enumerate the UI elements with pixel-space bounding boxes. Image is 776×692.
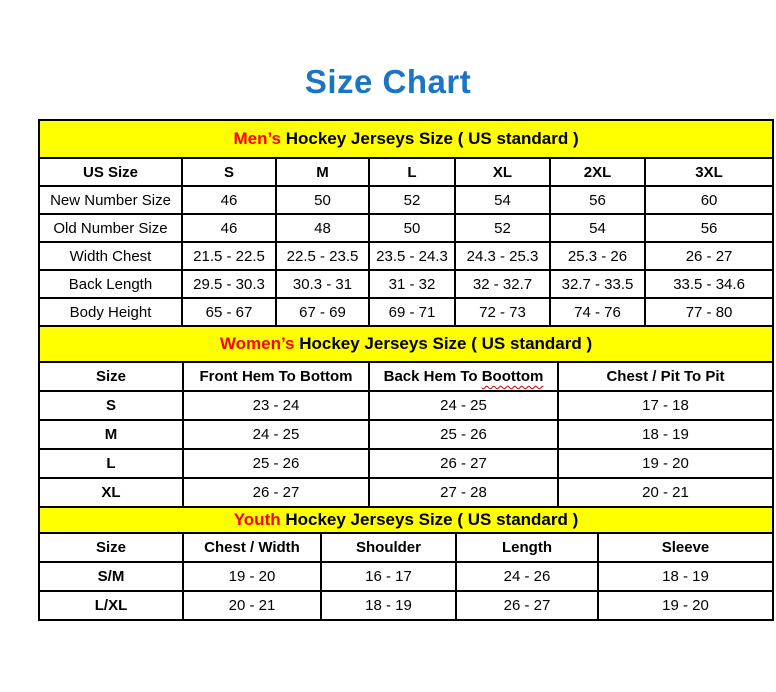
mens-title-highlight: Men’s (233, 129, 281, 148)
column-header: M (276, 158, 369, 186)
size-cell: 24 - 26 (456, 562, 598, 591)
page-title: Size Chart (304, 63, 472, 100)
size-cell: 19 - 20 (558, 449, 773, 478)
size-cell: 56 (645, 214, 773, 242)
size-cell: 26 - 27 (645, 242, 773, 270)
size-cell: 25 - 26 (183, 449, 369, 478)
table-row (39, 391, 773, 420)
mens-header-row (39, 158, 773, 186)
size-cell: 20 - 21 (183, 591, 321, 620)
column-header: Length (456, 533, 598, 562)
size-cell: 18 - 19 (321, 591, 456, 620)
youth-band-row (39, 507, 773, 533)
size-cell: 26 - 27 (456, 591, 598, 620)
size-cell: 21.5 - 22.5 (182, 242, 276, 270)
size-cell: 48 (276, 214, 369, 242)
size-cell: 46 (182, 186, 276, 214)
column-header: Size (39, 533, 183, 562)
column-header: Shoulder (321, 533, 456, 562)
size-cell: 32.7 - 33.5 (550, 270, 645, 298)
size-cell: 16 - 17 (321, 562, 456, 591)
womens-table-title (39, 326, 773, 362)
back-hem-prefix: Back Hem To (383, 368, 482, 385)
column-header: Front Hem To Bottom (183, 362, 369, 391)
size-cell: 25 - 26 (369, 420, 558, 449)
table-row (39, 214, 773, 242)
row-label: Width Chest (39, 242, 182, 270)
size-cell: 52 (369, 186, 455, 214)
size-cell: 20 - 21 (558, 478, 773, 507)
womens-band-row (39, 326, 773, 362)
size-cell: 56 (550, 186, 645, 214)
size-cell: 65 - 67 (182, 298, 276, 326)
youth-title-rest: Hockey Jerseys Size ( US standard ) (280, 510, 579, 529)
womens-title-highlight: Women’s (219, 334, 295, 353)
mens-size-table (38, 119, 774, 327)
size-cell: 22.5 - 23.5 (276, 242, 369, 270)
column-header: L (369, 158, 455, 186)
womens-title-rest: Hockey Jerseys Size ( US standard ) (294, 334, 593, 353)
size-cell: 18 - 19 (598, 562, 773, 591)
table-row (39, 420, 773, 449)
size-cell: 17 - 18 (558, 391, 773, 420)
size-cell: 23.5 - 24.3 (369, 242, 455, 270)
back-hem-misspelled-word: Boottom (481, 368, 544, 385)
womens-size-table (38, 325, 774, 508)
size-cell: 27 - 28 (369, 478, 558, 507)
size-cell: 33.5 - 34.6 (645, 270, 773, 298)
column-header: S (182, 158, 276, 186)
youth-size-table (38, 506, 774, 621)
column-header: XL (455, 158, 550, 186)
column-header-misspelled (369, 362, 558, 391)
mens-table-title (39, 120, 773, 158)
size-cell: 31 - 32 (369, 270, 455, 298)
column-header: Chest / Pit To Pit (558, 362, 773, 391)
column-header: Chest / Width (183, 533, 321, 562)
column-header: Sleeve (598, 533, 773, 562)
size-cell: 77 - 80 (645, 298, 773, 326)
size-cell: 52 (455, 214, 550, 242)
size-cell: 26 - 27 (369, 449, 558, 478)
size-tables-container (38, 119, 772, 621)
size-cell: 19 - 20 (598, 591, 773, 620)
womens-header-row (39, 362, 773, 391)
row-label: Old Number Size (39, 214, 182, 242)
mens-title-rest: Hockey Jerseys Size ( US standard ) (281, 129, 579, 148)
size-cell: 30.3 - 31 (276, 270, 369, 298)
size-cell: 24.3 - 25.3 (455, 242, 550, 270)
table-row (39, 562, 773, 591)
size-cell: 23 - 24 (183, 391, 369, 420)
row-label: Body Height (39, 298, 182, 326)
size-cell: 60 (645, 186, 773, 214)
size-cell: 46 (182, 214, 276, 242)
row-label: M (39, 420, 183, 449)
mens-band-row (39, 120, 773, 158)
table-row (39, 270, 773, 298)
row-label: New Number Size (39, 186, 182, 214)
size-cell: 72 - 73 (455, 298, 550, 326)
size-cell: 24 - 25 (183, 420, 369, 449)
table-row (39, 478, 773, 507)
table-row (39, 591, 773, 620)
row-label: L/XL (39, 591, 183, 620)
size-cell: 50 (369, 214, 455, 242)
size-cell: 67 - 69 (276, 298, 369, 326)
size-cell: 50 (276, 186, 369, 214)
youth-title-highlight: Youth (233, 510, 281, 529)
table-row (39, 298, 773, 326)
size-cell: 24 - 25 (369, 391, 558, 420)
youth-header-row (39, 533, 773, 562)
size-cell: 19 - 20 (183, 562, 321, 591)
size-cell: 69 - 71 (369, 298, 455, 326)
size-cell: 29.5 - 30.3 (182, 270, 276, 298)
size-cell: 26 - 27 (183, 478, 369, 507)
size-cell: 18 - 19 (558, 420, 773, 449)
row-label: Back Length (39, 270, 182, 298)
size-cell: 25.3 - 26 (550, 242, 645, 270)
size-cell: 54 (550, 214, 645, 242)
row-label: XL (39, 478, 183, 507)
row-label: S (39, 391, 183, 420)
table-row (39, 242, 773, 270)
column-header: 2XL (550, 158, 645, 186)
column-header: 3XL (645, 158, 773, 186)
column-header: Size (39, 362, 183, 391)
column-header: US Size (39, 158, 182, 186)
size-cell: 74 - 76 (550, 298, 645, 326)
table-row (39, 449, 773, 478)
size-cell: 54 (455, 186, 550, 214)
row-label: S/M (39, 562, 183, 591)
row-label: L (39, 449, 183, 478)
youth-table-title (39, 507, 773, 533)
table-row (39, 186, 773, 214)
size-cell: 32 - 32.7 (455, 270, 550, 298)
